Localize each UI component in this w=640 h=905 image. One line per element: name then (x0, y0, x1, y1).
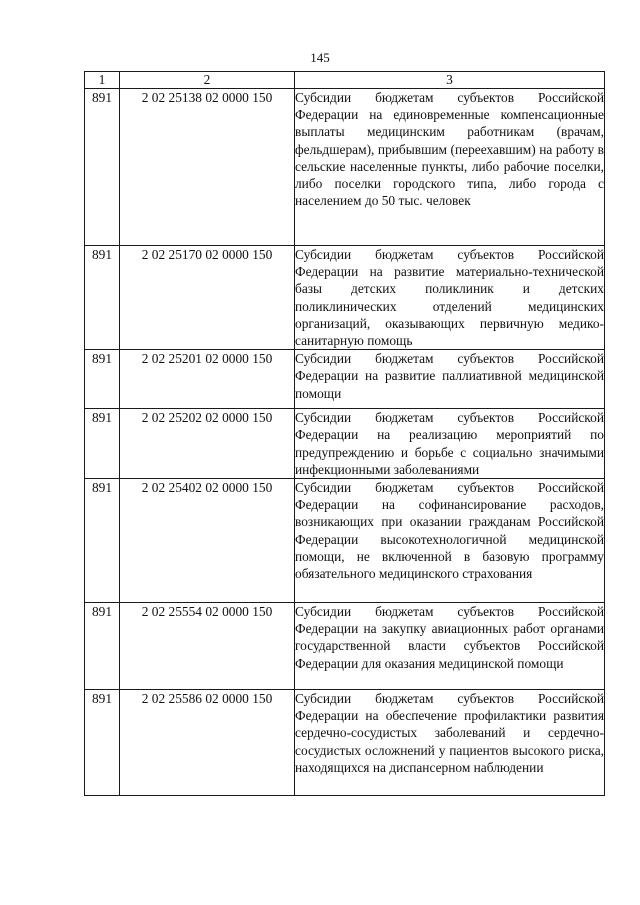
table-row (85, 350, 605, 409)
budget-code-cell: 2 02 25202 02 0000 150 (120, 409, 295, 479)
table-row (85, 479, 605, 603)
table-row (85, 246, 605, 350)
table-row (85, 89, 605, 246)
admin-code-cell: 891 (85, 350, 120, 409)
table-header-row (85, 72, 605, 89)
page-number: 145 (310, 50, 330, 65)
description-cell: Субсидии бюджетам субъектов Российской Федерации на софинансирование расходов, возникающих при оказании гражданам Российской Федерации высокотехнологичной медицинской помощи, не включенной в базовую программу обязательного медицинского страхования (295, 479, 605, 603)
admin-code-cell: 891 (85, 246, 120, 350)
admin-code-cell: 891 (85, 409, 120, 479)
admin-code-cell: 891 (85, 603, 120, 690)
budget-code-cell: 2 02 25138 02 0000 150 (120, 89, 295, 246)
column-header-3: 3 (295, 72, 605, 89)
description-cell: Субсидии бюджетам субъектов Российской Федерации на обеспечение профилактики развития сердечно-сосудистых заболеваний и сердечно-сосудистых осложнений у пациентов высокого риска, находящихся на диспансерном наблюдении (295, 690, 605, 796)
column-header-1: 1 (85, 72, 120, 89)
admin-code-cell: 891 (85, 690, 120, 796)
budget-code-cell: 2 02 25586 02 0000 150 (120, 690, 295, 796)
column-header-2: 2 (120, 72, 295, 89)
budget-code-cell: 2 02 25554 02 0000 150 (120, 603, 295, 690)
budget-code-cell: 2 02 25201 02 0000 150 (120, 350, 295, 409)
budget-classification-table (84, 71, 605, 796)
description-cell: Субсидии бюджетам субъектов Российской Федерации на развитие материально-технической базы детских поликлиник и детских поликлинических отделений медицинских организаций, оказывающих первичную медико-санитарную помощь (295, 247, 604, 349)
admin-code-cell: 891 (85, 89, 120, 246)
admin-code-cell: 891 (85, 479, 120, 603)
table-row (85, 409, 605, 479)
description-cell: Субсидии бюджетам субъектов Российской Федерации на реализацию мероприятий по предупреждению и борьбе с социально значимыми инфекционными заболеваниями (295, 410, 604, 477)
table-row (85, 690, 605, 796)
table-row (85, 603, 605, 690)
description-cell: Субсидии бюджетам субъектов Российской Федерации на закупку авиационных работ органами государственной власти субъектов Российской Федерации для оказания медицинской помощи (295, 603, 605, 690)
description-cell: Субсидии бюджетам субъектов Российской Федерации на единовременные компенсационные выплаты медицинским работникам (врачам, фельдшерам), прибывшим (переехавшим) на работу в сельские населенные пункты, либо рабочие поселки, либо поселки городского типа, либо города с населением до 50 тыс. человек (295, 89, 605, 246)
budget-code-cell: 2 02 25402 02 0000 150 (120, 479, 295, 603)
description-cell: Субсидии бюджетам субъектов Российской Федерации на развитие паллиативной медицинской помощи (295, 350, 605, 409)
budget-code-cell: 2 02 25170 02 0000 150 (120, 246, 295, 350)
